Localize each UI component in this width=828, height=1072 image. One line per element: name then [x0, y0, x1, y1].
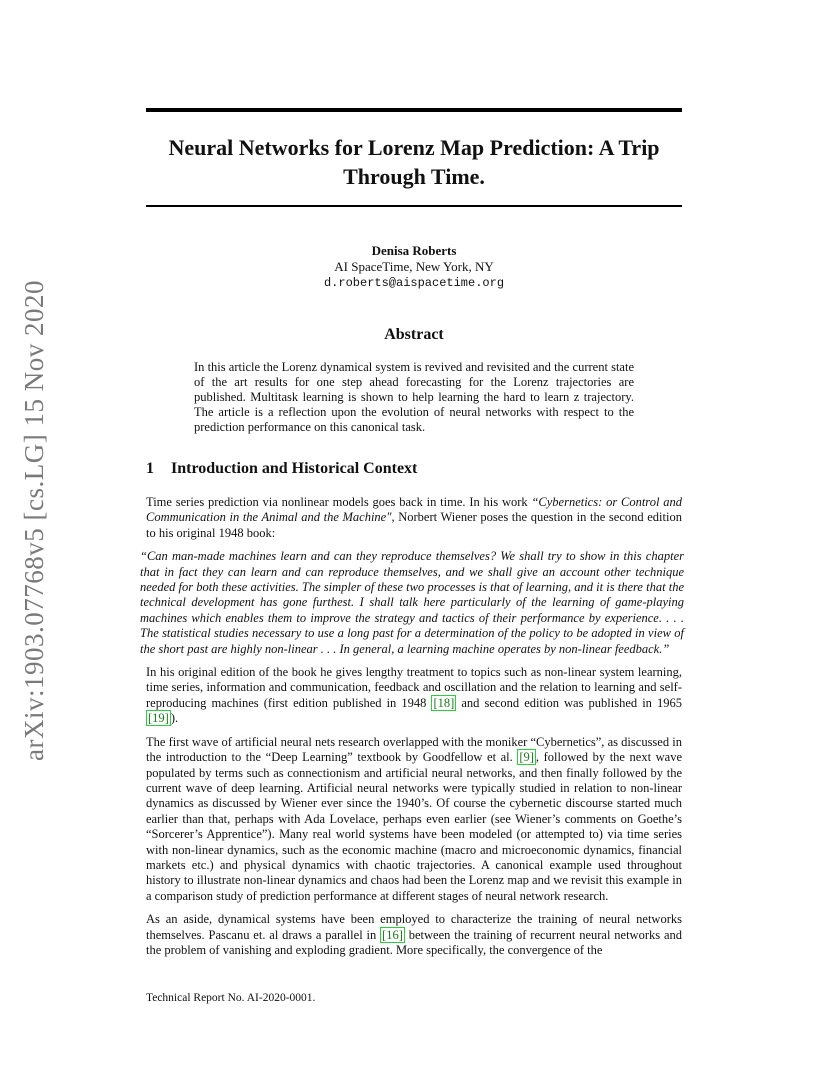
title-top-rule — [146, 108, 682, 112]
paragraph-4 — [146, 912, 682, 958]
wiener-quote: “Can man-made machines learn and can they reproduce themselves? We shall try to show in this chapter that in fact they can learn and can reproduce themselves, and we shall give an account other technique needed for both these activities. The simpler of these two processes is that of learning, and it is there that the technical development has gone furthest. I shall talk here particularly of the learning of game-playing machines which enables them to improve the strategy and tactics of their performance by experience. . . . The statistical studies necessary to use a long past for a determination of the policy to be adopted in view of the short past are highly non-linear . . . In general, a learning machine operates by non-linear feedback.” — [140, 549, 684, 656]
paragraph-1-text-a: Time series prediction via nonlinear models goes back in time. In his work — [146, 495, 532, 509]
abstract-text: In this article the Lorenz dynamical system is revived and revisited and the current state of the art results for one step ahead forecasting for the Lorenz trajectories are published. Multitask learning is shown to help learning the hard to learn z trajectory. The article is a reflection upon the evolution of neural networks with respect to the prediction performance on this canonical task. — [194, 360, 634, 434]
author-block — [146, 243, 682, 291]
paragraph-2-text-a: In his original edition of the book he gives lengthy treatment to topics such as non-linear system learning, time series, information and communication, feedback and oscillation and the relation to learning and self-reproducing machines (first edition published in 1948 — [146, 665, 682, 710]
paragraph-3-text-b: , followed by the next wave populated by terms such as connectionism and artificial neural networks, and then finally followed by the current wave of deep learning. Artificial neural networks were typically studied in relation to non-linear dynamics as discussed by Wiener ever since the 1940’s. Of course the cybernetic discourse started much earlier than that, perhaps with Ada Lovelace, perhaps even earlier (see Wiener’s comments on Goethe’s “Sorcerer’s Apprentice”). Many real world systems have been modeled (or attempted to) via time series with non-linear dynamics, such as the economic machine (macro and microeconomic dynamics, financial markets etc.) and physical dynamics with chaotic trajectories. A canonical example used throughout history to illustrate non-linear dynamics and chaos had been the Lorenz map and we revisit this example in a comparison study of prediction performance at different stages of neural network research. — [146, 750, 682, 903]
paragraph-4-text-b: between the training of recurrent neural networks and the problem of vanishing and exploding gradient. More specifically, the convergence of the — [146, 927, 682, 957]
paper-title: Neural Networks for Lorenz Map Prediction: A Trip Through Time. — [168, 135, 660, 189]
paragraph-3-text-a: The first wave of artificial neural nets research overlapped with the moniker “Cybernetics”, as discussed in the introduction to the “Deep Learning” textbook by Goodfellow et al. — [146, 734, 682, 765]
citation-link-19[interactable]: [19] — [148, 711, 169, 726]
paragraph-1-text-b: , Norbert Wiener poses the question in the second edition to his original 1948 book: — [146, 510, 682, 540]
section-number: 1 — [146, 460, 154, 477]
citation-link-18[interactable]: [18] — [433, 695, 455, 710]
paragraph-1 — [146, 495, 682, 541]
paragraph-2-text-b: and second edition was published in 1965 — [456, 695, 682, 710]
abstract-heading: Abstract — [384, 326, 444, 343]
report-footer: Technical Report No. AI-2020-0001. — [146, 992, 316, 1004]
citation-link-9[interactable]: [9] — [519, 750, 534, 765]
arxiv-identifier-text: arXiv:1903.07768v5 [cs.LG] 15 Nov 2020 — [18, 279, 49, 761]
paragraph-2 — [146, 665, 682, 727]
paragraph-2-text-c: ). — [170, 711, 179, 726]
author-name: Denisa Roberts — [371, 243, 457, 258]
arxiv-identifier — [14, 280, 54, 760]
title-bottom-rule — [146, 205, 682, 207]
citation-link-16[interactable]: [16] — [382, 927, 403, 942]
author-email: d.roberts@aispacetime.org — [323, 276, 505, 290]
section-title: Introduction and Historical Context — [171, 460, 418, 477]
section-body — [140, 495, 684, 966]
section-heading — [146, 460, 682, 478]
paragraph-4-text-a: As an aside, dynamical systems have been employed to characterize the training of neural networks themselves. Pascanu et. al draws a parallel in — [146, 912, 682, 942]
author-affiliation: AI SpaceTime, New York, NY — [334, 259, 494, 274]
paragraph-3 — [146, 735, 682, 904]
cited-work-title: “Cybernetics: or Control and Communication in the Animal and the Machine" — [146, 495, 682, 525]
